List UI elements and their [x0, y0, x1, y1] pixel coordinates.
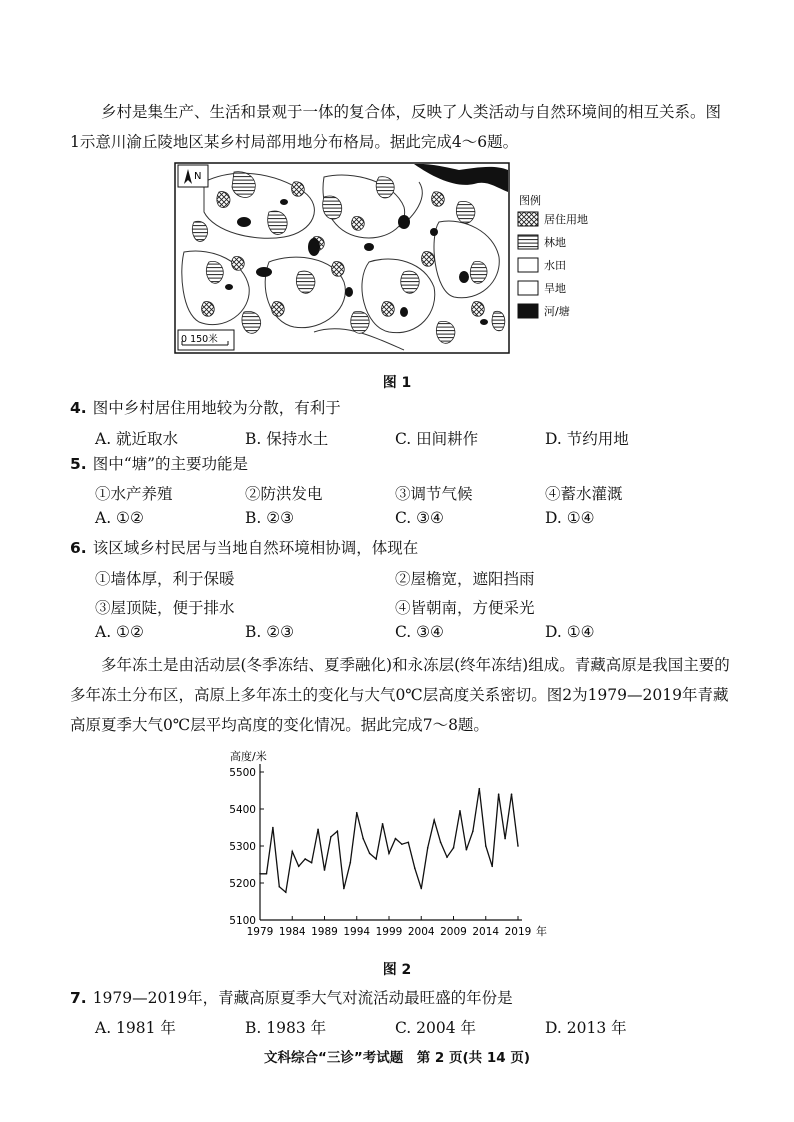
q6-item-2: ②屋檐宽，遮阳挡雨: [395, 570, 535, 588]
question-5-items: [95, 482, 715, 504]
data-point: [459, 810, 461, 812]
question-6: [70, 533, 730, 563]
data-point: [356, 812, 358, 814]
question-6-items-row-1: [95, 567, 715, 589]
data-point: [401, 843, 403, 845]
legend-title: 图例: [519, 194, 541, 207]
data-point: [285, 891, 287, 893]
data-point: [427, 847, 429, 849]
legend-label-residential: 居住用地: [544, 213, 588, 226]
question-6-number: 6.: [70, 539, 87, 557]
series-line: [260, 789, 518, 893]
legend-label-dryland: 旱地: [544, 282, 566, 295]
question-7-number: 7.: [70, 989, 87, 1007]
q4-option-a[interactable]: A. 就近取水: [95, 430, 179, 448]
q5-item-2: ②防洪发电: [245, 485, 323, 503]
q5-option-d[interactable]: D. ①④: [545, 509, 595, 527]
legend-swatch-forest: [518, 235, 538, 249]
y-tick-label: 5500: [229, 767, 256, 779]
intro-paragraph-2: 多年冻土是由活动层(冬季冻结、夏季融化)和永冻层(终年冻结)组成。青藏高原是我国主要的多年冻土分布区，高原上多年冻土的变化与大气0℃层高度关系密切。图2为1979—2019年青藏高原夏季大气0℃层平均高度的变化情况。据此完成7～8题。: [70, 656, 730, 734]
data-point: [498, 793, 500, 795]
data-point: [259, 873, 261, 875]
q6-option-d[interactable]: D. ①④: [545, 623, 595, 641]
scale-label: 0 150米: [181, 334, 218, 345]
data-point: [311, 862, 313, 864]
legend-swatch-residential: [518, 212, 538, 226]
data-point: [395, 838, 397, 840]
q6-item-1: ①墙体厚，利于保暖: [95, 570, 235, 588]
x-tick-label: 1984: [278, 926, 306, 938]
data-point: [343, 888, 345, 890]
data-point: [420, 888, 422, 890]
y-tick-label: 5100: [229, 915, 256, 927]
data-point: [291, 851, 293, 853]
data-point: [272, 827, 274, 829]
x-tick-label: 1979: [246, 926, 274, 938]
data-point: [466, 849, 468, 851]
question-7-options: [95, 1016, 715, 1038]
data-point: [433, 819, 435, 821]
data-point: [324, 869, 326, 871]
q5-item-4: ④蓄水灌溉: [545, 485, 623, 503]
data-point: [279, 886, 281, 888]
y-tick-label: 5400: [229, 804, 256, 816]
data-point: [388, 853, 390, 855]
q5-option-c[interactable]: C. ③④: [395, 509, 444, 527]
data-point: [446, 856, 448, 858]
question-5-number: 5.: [70, 455, 87, 473]
data-point: [453, 847, 455, 849]
data-point: [350, 862, 352, 864]
x-tick-label: 2004: [407, 926, 435, 938]
intro-paragraph-1: 乡村是集生产、生活和景观于一体的复合体，反映了人类活动与自然环境间的相互关系。图1示意川渝丘陵地区某乡村局部用地分布格局。据此完成4～6题。: [70, 103, 722, 151]
data-point: [317, 829, 319, 831]
q4-option-d[interactable]: D. 节约用地: [545, 430, 629, 448]
data-point: [414, 867, 416, 869]
question-6-options: [95, 623, 715, 641]
land-use-map: [174, 162, 620, 356]
q6-option-c[interactable]: C. ③④: [395, 623, 444, 641]
question-5-text: 图中“塘”的主要功能是: [92, 455, 249, 473]
data-point: [408, 842, 410, 844]
data-point: [511, 793, 513, 795]
x-tick-label: 2009: [440, 926, 467, 938]
q5-option-b[interactable]: B. ②③: [245, 509, 295, 527]
data-point: [298, 866, 300, 868]
legend-label-pond: 河/塘: [544, 305, 570, 318]
page-footer: 文科综合“三诊”考试题 第 2 页(共 14 页): [263, 1050, 531, 1066]
question-5: [70, 449, 730, 479]
north-label: N: [194, 171, 202, 182]
question-7: [70, 983, 730, 1013]
q5-item-3: ③调节气候: [395, 485, 473, 503]
question-6-text: 该区域乡村民居与当地自然环境相协调，体现在: [92, 539, 419, 557]
q5-option-a[interactable]: A. ①②: [95, 509, 144, 527]
y-axis-title: 高度/米: [230, 750, 267, 763]
freezing-level-chart: [200, 742, 580, 952]
question-4-number: 4.: [70, 399, 87, 417]
x-tick-label: 1994: [343, 926, 371, 938]
data-point: [485, 845, 487, 847]
data-point: [337, 830, 339, 832]
data-point: [266, 873, 268, 875]
q6-item-4: ④皆朝南，方便采光: [395, 599, 535, 617]
data-point: [375, 858, 377, 860]
figure-2-caption: 图 2: [382, 962, 412, 978]
x-tick-label: 1999: [375, 926, 403, 938]
question-4-text: 图中乡村居住用地较为分散，有利于: [92, 399, 341, 417]
data-point: [491, 866, 493, 868]
q6-option-b[interactable]: B. ②③: [245, 623, 295, 641]
x-tick-label: 1989: [311, 926, 338, 938]
legend-swatch-dryland: [518, 281, 538, 295]
question-4: [70, 393, 730, 423]
q6-option-a[interactable]: A. ①②: [95, 623, 144, 641]
y-tick-label: 5200: [229, 878, 256, 890]
question-4-options: [95, 427, 715, 449]
data-point: [517, 845, 519, 847]
question-5-options: [95, 509, 715, 527]
figure-1-caption: 图 1: [382, 375, 412, 391]
data-point: [362, 838, 364, 840]
data-point: [440, 842, 442, 844]
x-axis-title: 年: [536, 925, 547, 938]
q7-option-d[interactable]: D. 2013 年: [545, 1019, 627, 1037]
q4-option-c[interactable]: C. 田间耕作: [395, 430, 479, 448]
x-tick-label: 2019: [504, 926, 532, 938]
data-point: [472, 830, 474, 832]
legend-label-paddy: 水田: [544, 259, 566, 272]
q7-option-c[interactable]: C. 2004 年: [395, 1019, 477, 1037]
q7-option-b[interactable]: B. 1983 年: [245, 1019, 327, 1037]
question-7-text: 1979—2019年，青藏高原夏季大气对流活动最旺盛的年份是: [92, 989, 513, 1007]
legend-label-forest: 林地: [544, 236, 566, 249]
q4-option-b[interactable]: B. 保持水土: [245, 430, 329, 448]
data-point: [304, 858, 306, 860]
question-6-items-row-2: [95, 596, 715, 618]
q5-item-1: ①水产养殖: [95, 485, 173, 503]
data-point: [330, 836, 332, 838]
y-tick-label: 5300: [229, 841, 256, 853]
q6-item-3: ③屋顶陡，便于排水: [95, 599, 235, 617]
data-point: [479, 788, 481, 790]
legend-swatch-pond: [518, 304, 538, 318]
data-point: [382, 823, 384, 825]
x-tick-label: 2014: [472, 926, 500, 938]
q7-option-a[interactable]: A. 1981 年: [95, 1019, 176, 1037]
data-point: [369, 853, 371, 855]
legend-swatch-paddy: [518, 258, 538, 272]
data-point: [504, 838, 506, 840]
